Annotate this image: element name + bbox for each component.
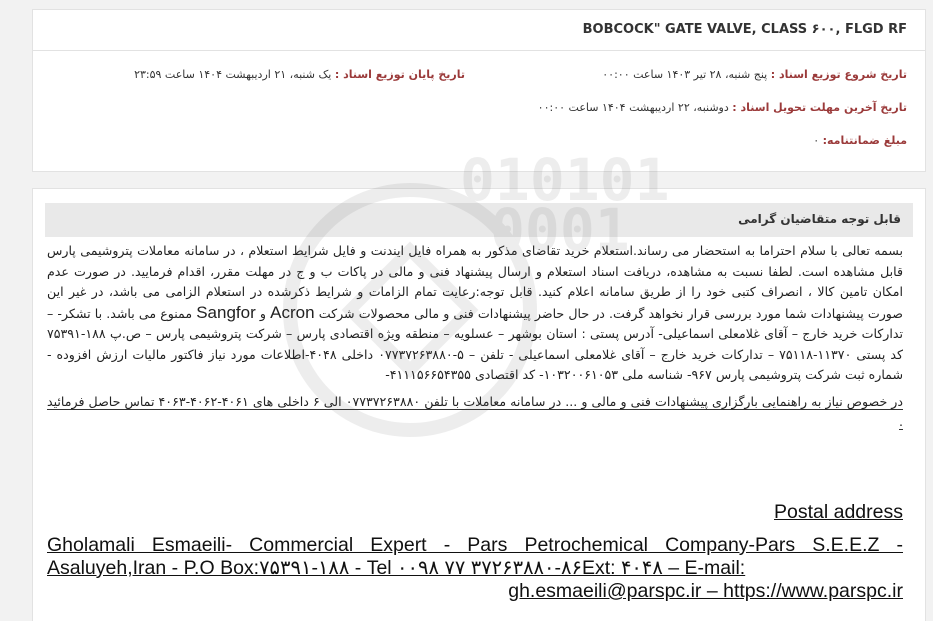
guarantee-label: مبلغ ضمانتنامه: — [822, 134, 907, 147]
start-date-value: پنج شنبه، ۲۸ تیر ۱۴۰۳ ساعت ۰۰:۰۰ — [602, 68, 768, 81]
start-date-label: تاریخ شروع توزیع اسناد : — [770, 68, 907, 81]
notice-heading: قابل توجه متقاضیان گرامی — [738, 212, 901, 226]
guarantee-row — [813, 134, 907, 147]
deadline-value: دوشنبه، ۲۲ اردیبهشت ۱۴۰۴ ساعت ۰۰:۰۰ — [537, 101, 729, 114]
notice-text-1b: ممنوع می باشد. با تشکر- – تدارکات خرید خارج – آقای غلامعلی اسماعیلی- آدرس پستی : استان بوشهر – عسلویه – منطقه ویژه اقتصادی پارس – شرکت پتروشیمی پارس – ص.پ ۱۸۸-۷۵۳۹۱ کد پستی ۱۱۳۷۰-۷۵۱۱۸ – تدارکات خرید خارج – آقای غلامعلی اسماعیلی - تلفن – ۵-۰۷۷۳۷۲۶۳۸۸۰ داخلی ۴۰۴۸-اطلاعات مورد نیاز فاکتور مالیات ارزش افزوده - شماره ثبت شرکت پتروشیمی پارس ۹۶۷- شناسه ملی ۱۰۳۲۰۰۶۱۰۵۳- کد اقتصادی ۴۱۱۱۵۶۶۵۴۳۵۵- — [47, 305, 904, 382]
start-date-row — [602, 68, 907, 81]
postal-contact-row — [47, 580, 903, 603]
notice-and: و — [259, 305, 266, 321]
deadline-label: تاریخ آخرین مهلت تحویل اسناد : — [732, 101, 907, 114]
end-date-row — [134, 68, 465, 81]
notice-text-1a: بسمه تعالی با سلام احتراما به استحضار می رساند.استعلام خرید تقاضای مذکور به همراه فایل ایندنت و فایل شرایط استعلام ، در سامانه معاملات پتروشیمی پارس قابل مشاهده است. لطفا نسبت به مشاهده، دریافت اسناد استعلام و ارسال پیشنهاد فنی و مالی در پاکات ب و ج در مهلت مقرر، اقدام فرمایید. در صورت عدم امکان تامین کالا ، انصراف کتبی خود را از طریق سامانه اعلام کنید. قابل توجه:رعایت تمام الزامات و شرایط ذکرشده در استعلام الزامی می باشد، در غیر این صورت پیشنهادات شما مورد بررسی قرار نخواهد گرفت. در حال حاضر پیشنهادات فنی و مالی محصولات شرکت — [47, 243, 903, 321]
deadline-row — [538, 101, 907, 114]
notice-paragraph-1 — [47, 241, 903, 386]
postal-section — [47, 501, 903, 603]
postal-heading-row — [47, 501, 903, 524]
notice-text-2: در خصوص نیاز به راهنمایی بارگزاری پیشنهادات فنی و مالی و ... در سامانه معاملات با تلفن ۰۷۷۳۷۲۶۳۸۸۰ الی ۶ داخلی های ۴۰۶۱-۴۰۶۲-۴۰۶۳ تماس حاصل فرمائید . — [47, 393, 903, 429]
brand-sangfor: Sangfor — [196, 302, 256, 322]
tender-title: BOBCOCK" GATE VALVE, CLASS ۶۰۰, FLGD RF — [582, 22, 907, 37]
end-date-label: تاریخ پایان توزیع اسناد : — [334, 68, 465, 81]
postal-heading: Postal address — [774, 501, 903, 523]
tender-info-card — [32, 9, 926, 172]
tender-title-row — [33, 10, 925, 51]
brand-acron: Acron — [270, 302, 315, 322]
end-date-value: یک شنبه، ۲۱ اردیبهشت ۱۴۰۴ ساعت ۲۳:۵۹ — [134, 68, 332, 81]
postal-address-text: Gholamali Esmaeili- Commercial Expert - Pars Petrochemical Company-Pars S.E.E.Z - Asaluyeh,Iran - P.O Box:۷۵۳۹۱-۱۸۸ - Tel ۰۰۹۸ ۷۷ ۳۷۲۶۳۸۸۰-۸۶Ext: ۴۰۴۸ – E-mail: — [47, 534, 903, 579]
notice-body — [47, 241, 903, 433]
postal-email-link[interactable]: gh.esmaeili@parspc.ir – https://www.parspc.ir — [508, 580, 903, 602]
notice-paragraph-2 — [47, 392, 903, 433]
notice-card — [32, 188, 926, 621]
notice-heading-bar — [45, 203, 913, 237]
guarantee-value: ۰ — [813, 134, 820, 147]
postal-address — [47, 534, 903, 580]
watermark-digits-1: 010101 — [460, 146, 670, 214]
